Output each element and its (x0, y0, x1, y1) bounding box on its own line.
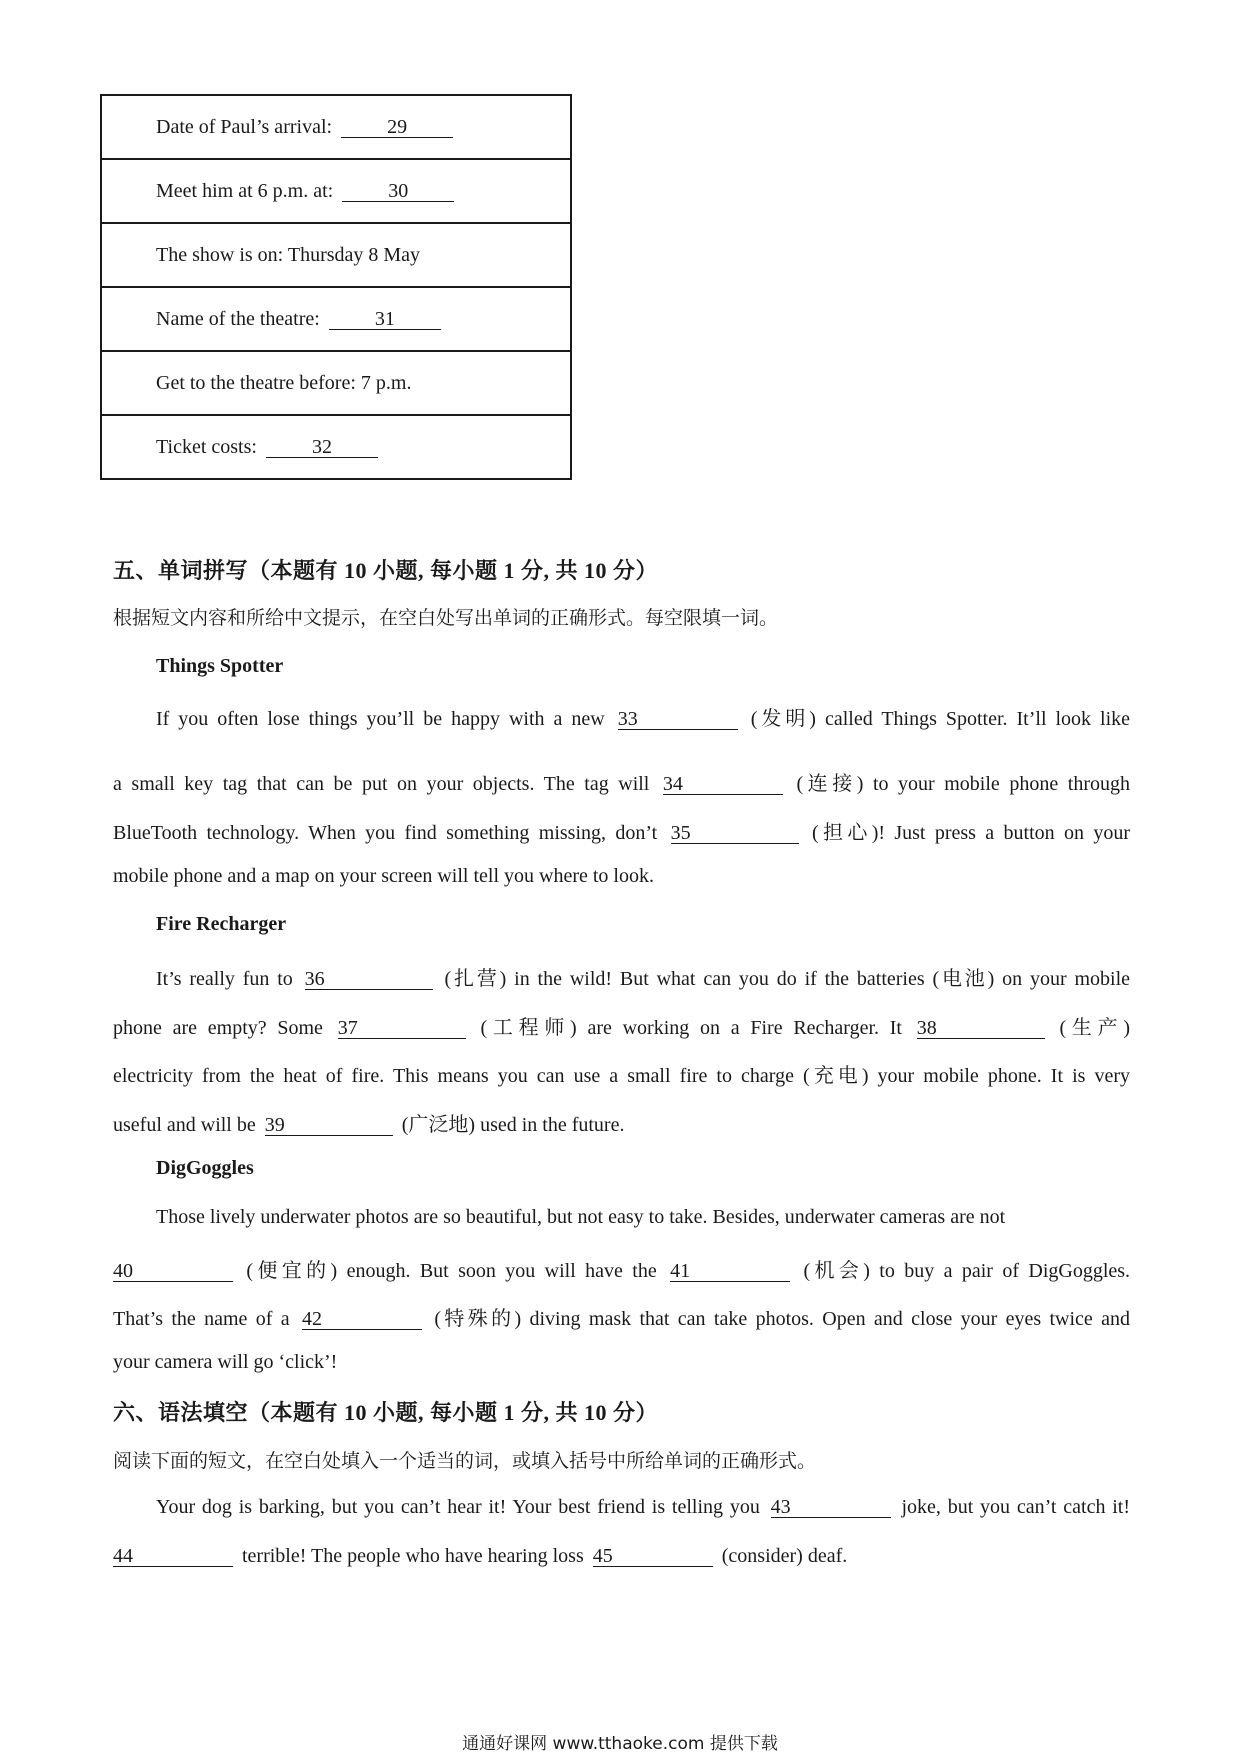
row-label: Get to the theatre before: 7 p.m. (156, 371, 412, 394)
passage-title-things-spotter: Things Spotter (156, 655, 284, 677)
table-row (101, 415, 571, 479)
passage-title-diggoggles: DigGoggles (156, 1157, 254, 1179)
row-label: Meet him at 6 p.m. at: (156, 179, 339, 202)
footer-watermark: 通通好课网 www.tthaoke.com 提供下载 (462, 1734, 778, 1754)
text-line: a small key tag that can be put on your objects. The tag will 34 (连接) to your mobile phone through (113, 773, 1130, 795)
table-row (101, 351, 571, 415)
text-line: electricity from the heat of fire. This means you can use a small fire to charge (充电) your mobile phone. It is very (113, 1065, 1130, 1087)
answer-blank-44[interactable]: 44 (113, 1546, 233, 1567)
answer-blank-31[interactable]: 31 (329, 309, 441, 330)
answer-blank-32[interactable]: 32 (266, 437, 378, 458)
text-line: It’s really fun to 36 (扎营) in the wild! But what can you do if the batteries (电池) on your mobile (156, 968, 1131, 990)
answer-blank-43[interactable]: 43 (771, 1497, 891, 1518)
text-line: useful and will be 39 (广泛地) used in the future. (113, 1114, 625, 1136)
text-line: Your dog is barking, but you can’t hear it! Your best friend is telling you 43 joke, but you can’t catch it! (156, 1496, 1131, 1518)
row-label: Date of Paul’s arrival: (156, 115, 338, 138)
text-line: If you often lose things you’ll be happy with a new 33 (发明) called Things Spotter. It’ll look like (156, 708, 1131, 730)
text-line: BlueTooth technology. When you find something missing, don’t 35 (担心)! Just press a button on your (113, 822, 1131, 844)
answer-blank-30[interactable]: 30 (342, 181, 454, 202)
table-row (101, 223, 571, 287)
answer-blank-35[interactable]: 35 (671, 823, 799, 844)
answer-blank-33[interactable]: 33 (618, 709, 738, 730)
answer-blank-34[interactable]: 34 (663, 774, 783, 795)
row-label: Ticket costs: (156, 435, 262, 458)
section-5-instruction: 根据短文内容和所给中文提示，在空白处写出单词的正确形式。每空限填一词。 (113, 608, 779, 629)
answer-blank-41[interactable]: 41 (670, 1261, 790, 1282)
table-row (101, 95, 571, 159)
answer-blank-45[interactable]: 45 (593, 1546, 713, 1567)
section-6-instruction: 阅读下面的短文，在空白处填入一个适当的词，或填入括号中所给单词的正确形式。 (113, 1451, 817, 1472)
answer-blank-39[interactable]: 39 (265, 1115, 393, 1136)
text-line: 40 (便宜的) enough. But soon you will have the 41 (机会) to buy a pair of DigGoggles. (113, 1260, 1131, 1282)
section-5-title: 五、单词拼写（本题有 10 小题, 每小题 1 分, 共 10 分） (113, 558, 659, 583)
answer-blank-36[interactable]: 36 (305, 969, 433, 990)
answer-blank-29[interactable]: 29 (341, 117, 453, 138)
text-line: your camera will go ‘click’! (113, 1351, 338, 1373)
answer-blank-37[interactable]: 37 (338, 1018, 466, 1039)
info-table (100, 94, 572, 480)
text-line: 44 terrible! The people who have hearing loss 45 (consider) deaf. (113, 1545, 848, 1567)
passage-title-fire-recharger: Fire Recharger (156, 913, 287, 935)
row-label: The show is on: Thursday 8 May (156, 243, 421, 266)
row-label: Name of the theatre: (156, 307, 325, 330)
text-line: mobile phone and a map on your screen will tell you where to look. (113, 865, 654, 887)
answer-blank-38[interactable]: 38 (917, 1018, 1045, 1039)
table-row (101, 287, 571, 351)
text-line: Those lively underwater photos are so beautiful, but not easy to take. Besides, underwater cameras are not (156, 1206, 1006, 1228)
section-6-title: 六、语法填空（本题有 10 小题, 每小题 1 分, 共 10 分） (113, 1400, 659, 1425)
text-line: That’s the name of a 42 (特殊的) diving mask that can take photos. Open and close your eyes twice and (113, 1308, 1131, 1330)
answer-blank-42[interactable]: 42 (302, 1309, 422, 1330)
answer-blank-40[interactable]: 40 (113, 1261, 233, 1282)
text-line: phone are empty? Some 37 (工程师) are working on a Fire Recharger. It 38 (生产) (113, 1017, 1131, 1039)
table-row (101, 159, 571, 223)
